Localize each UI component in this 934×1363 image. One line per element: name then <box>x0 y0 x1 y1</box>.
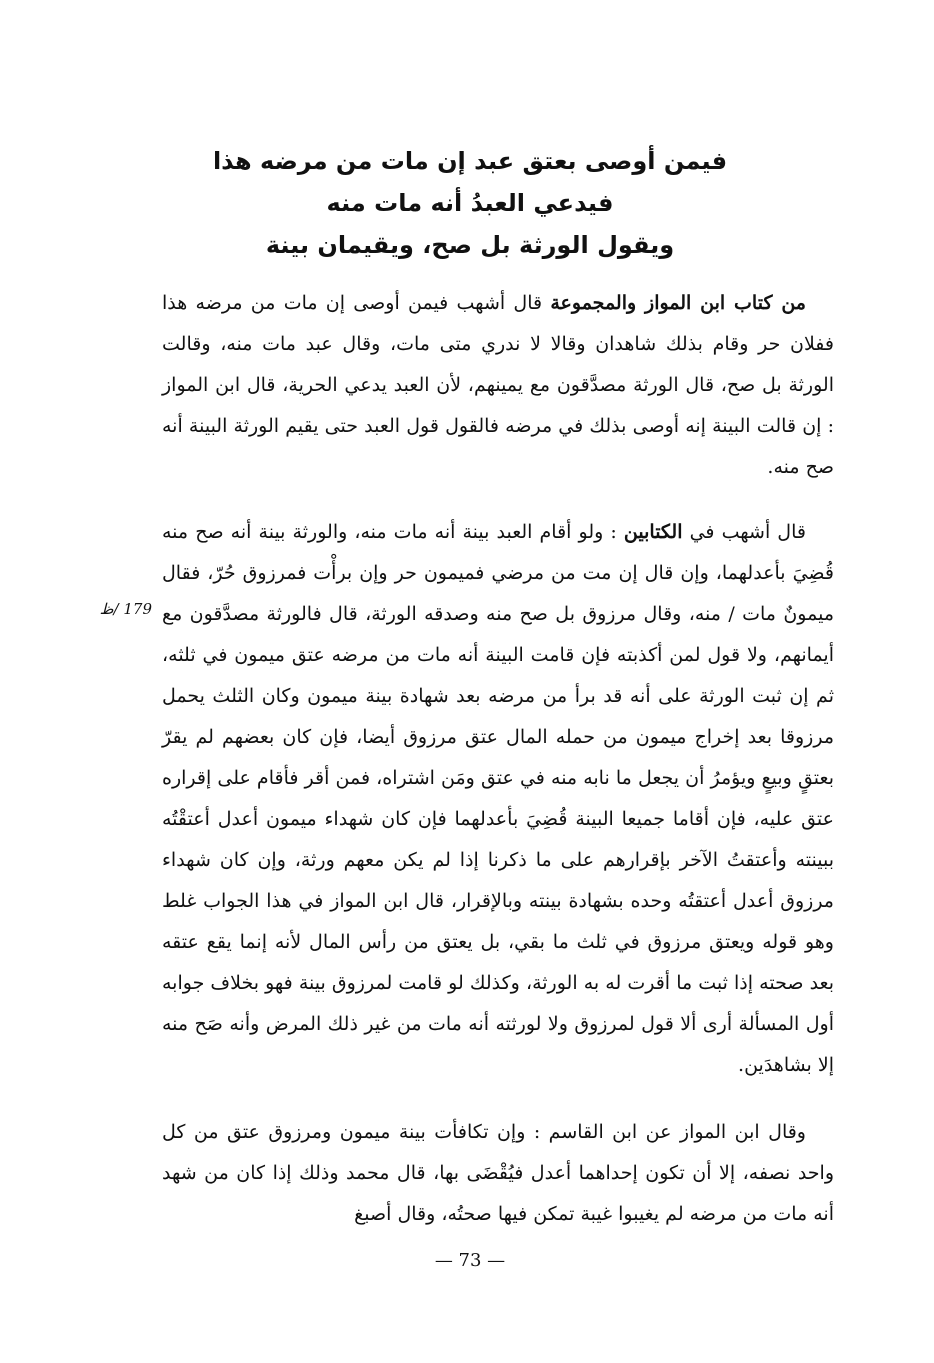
manuscript-folio-note: 179 /ظ <box>99 600 152 618</box>
paragraph-1-text: قال أشهب فيمن أوصى إن مات من مرضه هذا ففلان حر وقام بذلك شاهدان وقالا لا ندري متى مات، وقال عبد مات منه، وقالت الورثة بل صح، قال الورثة مصدَّقون مع يمينهم، لأن العبد يدعي الحرية، قال ابن المواز : إن قالت البينة إنه أوصى بذلك في مرضه فالقول قول العبد حتى يقيم الورثة البينة أنه صح منه. <box>162 292 834 478</box>
paragraph-2-text: : ولو أقام العبد بينة أنه مات منه، والورثة بينة أنه صح منه قُضِيَ بأعدلهما، وإن قال إن مت من مرضي فميمون حر وإن برأْت فمرزوق حُرّ، فقال ميمونٌ مات / منه، وقال مرزوق بل صح منه وصدقه الورثة، قال فالورثة مصدَّقون مع أيمانهم، ولا قول لمن أكذبته فإن قامت البينة أنه مات من مرضه عتق ميمون في ثلثه، ثم إن ثبت الورثة على أنه قد برأ من مرضه بعد شهادة بينة ميمون وكان الثلث يحمل مرزوقا بعد إخراج ميمون من حمله المال عتق مرزوق أيضا، فإن كان بعضهم لم يقرّ بعتقٍ وبيعٍ ويؤمرُ أن يجعل ما نابه منه في عتق ومَن اشتراه، فمن أقر فأقام على إقراره عتق عليه، فإن أقاما جميعا البينة قُضِيَ بأعدلهما فإن كان شهداء ميمون أعدل أعتقْتُه ببينته وأعتقتُ الآخر بإقرارهم على ما ذكرنا إذا لم يكن معهم ورثة، وإن كان شهداء مرزوق أعدل أعتقتُه وحده بشهادة بينته وبالإقرار، قال ابن المواز في هذا الجواب غلط وهو قوله ويعتق مرزوق في ثلث ما بقي، بل يعتق من رأس المال لأنه إنما يقع عتقه بعد صحته إذا ثبت ما أقرت له به الورثة، وكذلك لو قامت لمرزوق بينة فهو بخلاف جوابه أول المسألة أرى ألا قول لمرزوق ولا لورثته أنه مات من غير ذلك المرض وأنه صَح منه إلا بشاهدَين. <box>162 521 834 1076</box>
page-number: — 73 — <box>434 1250 506 1271</box>
paragraph-1-source: من كتاب ابن المواز والمجموعة <box>550 292 806 314</box>
paragraph-2-intro: قال أشهب في <box>689 521 806 543</box>
title-line-2: فيدعي العبدُ أنه مات منه <box>326 189 614 217</box>
paragraph-2-source: الكتابين <box>623 521 683 543</box>
paragraph-1 <box>162 283 834 488</box>
title-line-1: فيمن أوصى بعتق عبد إن مات من مرضه هذا <box>212 147 728 175</box>
paragraph-2 <box>162 512 834 1086</box>
title-line-3: ويقول الورثة بل صح، ويقيمان بينة <box>265 231 675 259</box>
chapter-title <box>160 140 780 266</box>
paragraph-3-text: وقال ابن المواز عن ابن القاسم : وإن تكافأت بينة ميمون ومرزوق عتق من كل واحد نصفه، إلا أن تكون إحداهما أعدل فيُقْضَى بها، قال محمد وذلك إذا كان من شهد أنه مات من مرضه لم يغيبوا غيبة تمكن فيها صحتُه، وقال أصبغ <box>162 1121 834 1225</box>
paragraph-3 <box>162 1112 834 1235</box>
